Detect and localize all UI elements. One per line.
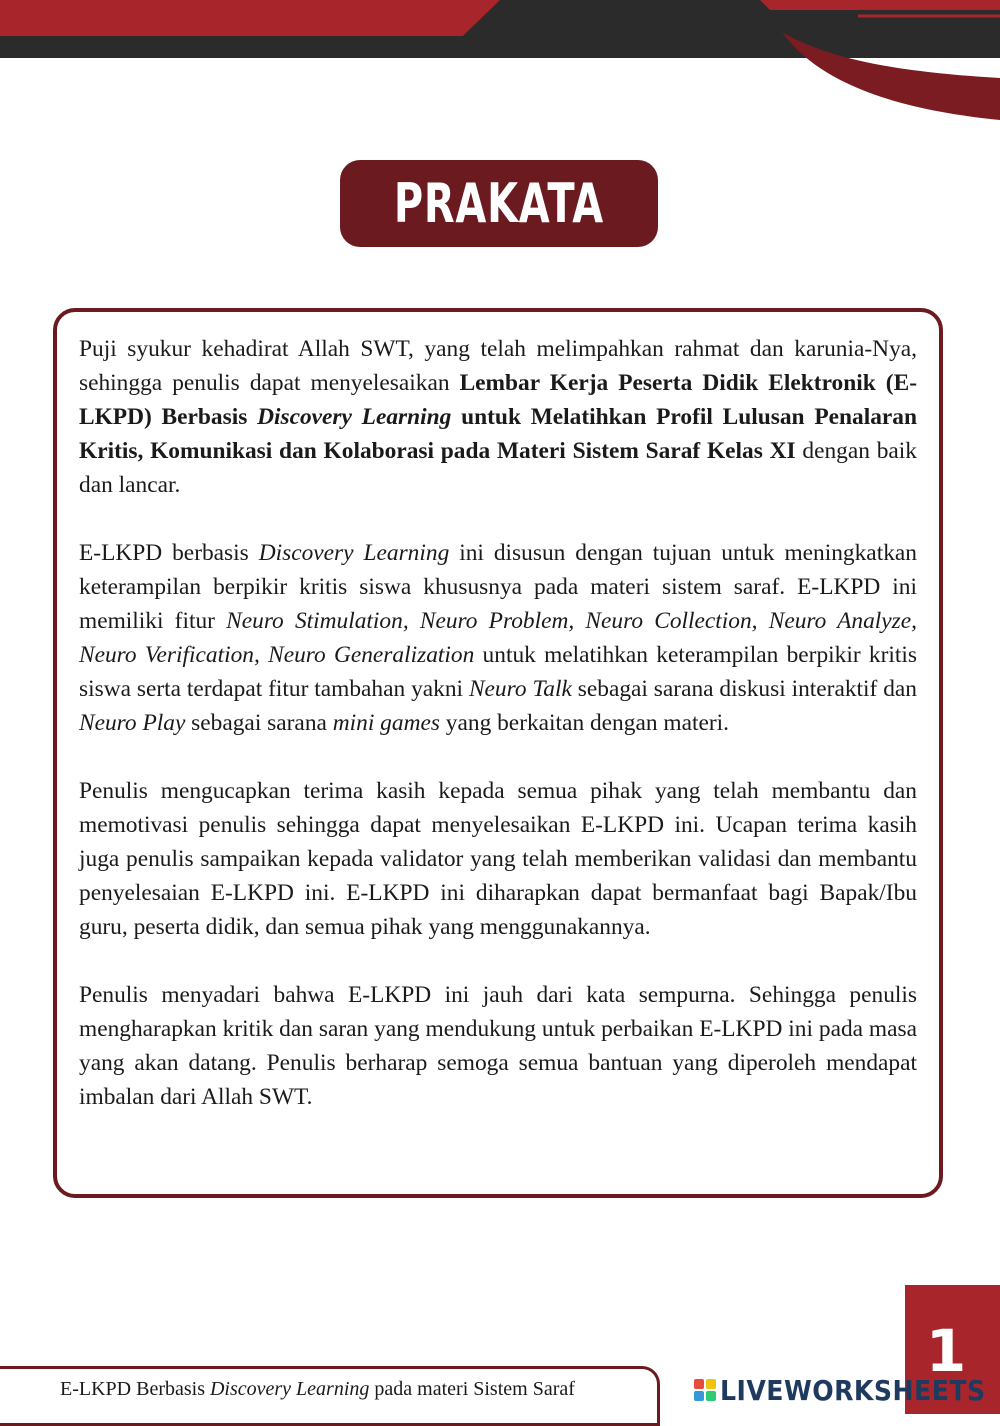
p2-text-5: sebagai sarana [185, 710, 333, 736]
p1-bold-2: untuk Melatihkan Profil Lulusan Penalaran Kritis, Komunikasi dan Kolaborasi pada Materi Sistem Saraf Kelas XI [79, 404, 917, 464]
footer-italic: Discovery Learning [209, 1378, 370, 1400]
p2-text-6: yang berkaitan dengan materi. [439, 710, 729, 736]
p2-italic-2: Neuro Stimulation, Neuro Problem, Neuro Collection, Neuro Analyze, Neuro Verification, Neuro Generalization [79, 608, 917, 668]
header-decoration [0, 0, 1000, 160]
page-title: PRAKATA [393, 171, 605, 235]
p2-italic-3: Neuro Talk [468, 676, 572, 702]
brand-name: LIVEWORKSHEETS [720, 1373, 986, 1407]
footer-caption [60, 1378, 575, 1401]
p1-bold-1: Lembar Kerja Peserta Didik Elektronik (E-LKPD) Berbasis [79, 370, 917, 430]
p4-text: Penulis menyadari bahwa E-LKPD ini jauh dari kata sempurna. Sehingga penulis mengharapkan kritik dan saran yang mendukung untuk perbaikan E-LKPD ini pada masa yang akan datang. Penulis berharap semoga semua bantuan yang diperoleh mendapat imbalan dari Allah SWT. [79, 982, 917, 1110]
p2-italic-5: mini games [332, 710, 440, 736]
header-red-corner [760, 0, 1000, 10]
liveworksheets-logo[interactable] [694, 1370, 1000, 1410]
page-number: 1 [925, 1317, 967, 1385]
paragraph-2 [79, 536, 917, 740]
p2-text-2: ini disusun dengan tujuan untuk meningkatkan keterampilan berpikir kritis siswa khususnya pada materi sistem saraf. E-LKPD ini memiliki fitur [79, 540, 917, 634]
title-banner [340, 160, 658, 247]
p1-bold-italic: Discovery Learning [257, 404, 452, 430]
content-box [53, 308, 943, 1198]
p2-text-1: E-LKPD berbasis [79, 540, 259, 566]
p2-text-4: sebagai sarana diskusi interaktif dan [571, 676, 917, 702]
paragraph-3 [79, 774, 917, 944]
paragraph-1 [79, 332, 917, 502]
p1-text-2: dengan baik dan lancar. [79, 438, 917, 498]
paragraph-4 [79, 978, 917, 1114]
p2-italic-4: Neuro Play [79, 710, 186, 736]
p2-text-3: untuk melatihkan keterampilan berpikir kritis siswa serta terdapat fitur tambahan yakni [79, 642, 917, 702]
p2-italic-1: Discovery Learning [258, 540, 450, 566]
header-red-band [0, 0, 500, 36]
footer-prefix: E-LKPD Berbasis [60, 1378, 210, 1400]
footer-suffix: pada materi Sistem Saraf [369, 1378, 575, 1400]
p3-text: Penulis mengucapkan terima kasih kepada semua pihak yang telah membantu dan memotivasi penulis sehingga dapat menyelesaikan E-LKPD ini. Ucapan terima kasih juga penulis sampaikan kepada validator yang telah memberikan validasi dan membantu penyelesaian E-LKPD ini. E-LKPD ini diharapkan dapat bermanfaat bagi Bapak/Ibu guru, peserta didik, dan semua pihak yang menggunakannya. [79, 778, 917, 940]
p1-text-1: Puji syukur kehadirat Allah SWT, yang telah melimpahkan rahmat dan karunia-Nya, sehingga penulis dapat menyelesaikan [79, 336, 917, 396]
liveworksheets-icon [694, 1379, 716, 1401]
